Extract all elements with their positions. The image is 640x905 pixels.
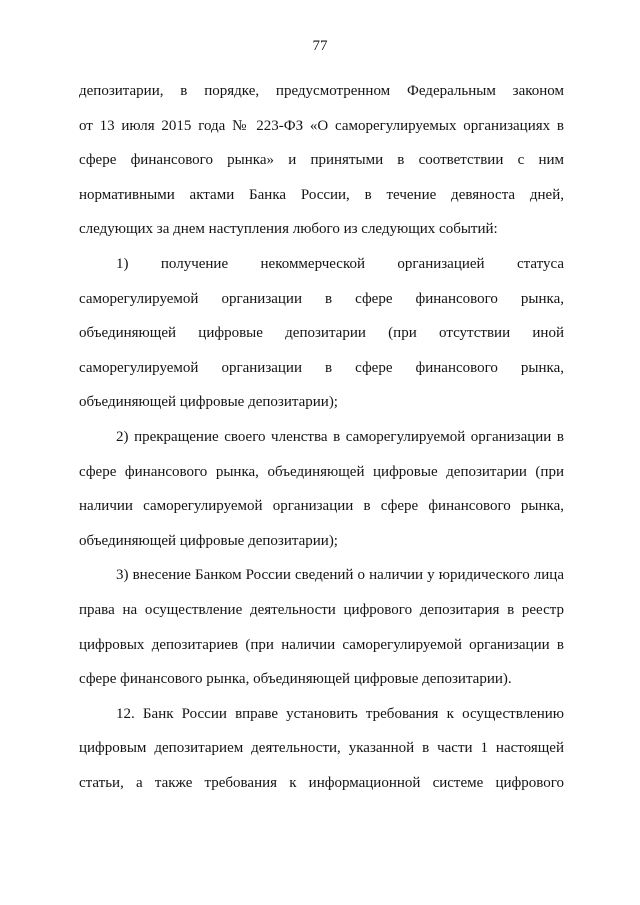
paragraph-continuation [79, 74, 564, 247]
text-line: наличии саморегулируемой организации в сфере финансового рынка, [79, 498, 564, 515]
text-line: депозитарии, в порядке, предусмотренном Федеральным законом [79, 83, 564, 99]
text-line: права на осуществление деятельности цифрового депозитария в реестр [79, 601, 564, 618]
text-line: саморегулируемой организации в сфере финансового рынка, [79, 290, 564, 307]
text-line: сфере финансового рынка, объединяющей цифровые депозитарии). [79, 671, 512, 688]
text-line: 2) прекращение своего членства в саморегулируемой организации в [116, 428, 564, 445]
paragraph-item-3 [79, 558, 564, 696]
text-line: объединяющей цифровые депозитарии); [79, 394, 338, 411]
text-line: саморегулируемой организации в сфере финансового рынка, [79, 359, 564, 376]
paragraph-item-2 [79, 420, 564, 558]
text-line: цифровых депозитариев (при наличии саморегулируемой организации в [79, 636, 564, 653]
text-line: от 13 июля 2015 года № 223-ФЗ «О саморегулируемых организациях в [79, 117, 564, 134]
document-body [79, 74, 564, 800]
text-line: 1) получение некоммерческой организацией статуса [116, 255, 564, 272]
paragraph-item-1 [79, 247, 564, 420]
page-number: 77 [312, 38, 328, 54]
text-line: объединяющей цифровые депозитарии); [79, 532, 338, 549]
text-line: сфере финансового рынка, объединяющей цифровые депозитарии (при [79, 463, 564, 480]
text-line: объединяющей цифровые депозитарии (при отсутствии иной [79, 325, 564, 342]
text-line: нормативными актами Банка России, в течение девяноста дней, [79, 186, 564, 203]
text-line: сфере финансового рынка» и принятыми в соответствии с ним [79, 152, 564, 169]
text-line: цифровым депозитарием деятельности, указанной в части 1 настоящей [79, 740, 564, 757]
text-line: 12. Банк России вправе установить требования к осуществлению [116, 705, 564, 722]
text-line: следующих за днем наступления любого из следующих событий: [79, 221, 498, 238]
text-line: статьи, а также требования к информационной системе цифрового [79, 774, 564, 791]
paragraph-12 [79, 697, 564, 801]
text-line: 3) внесение Банком России сведений о наличии у юридического лица [116, 567, 564, 584]
